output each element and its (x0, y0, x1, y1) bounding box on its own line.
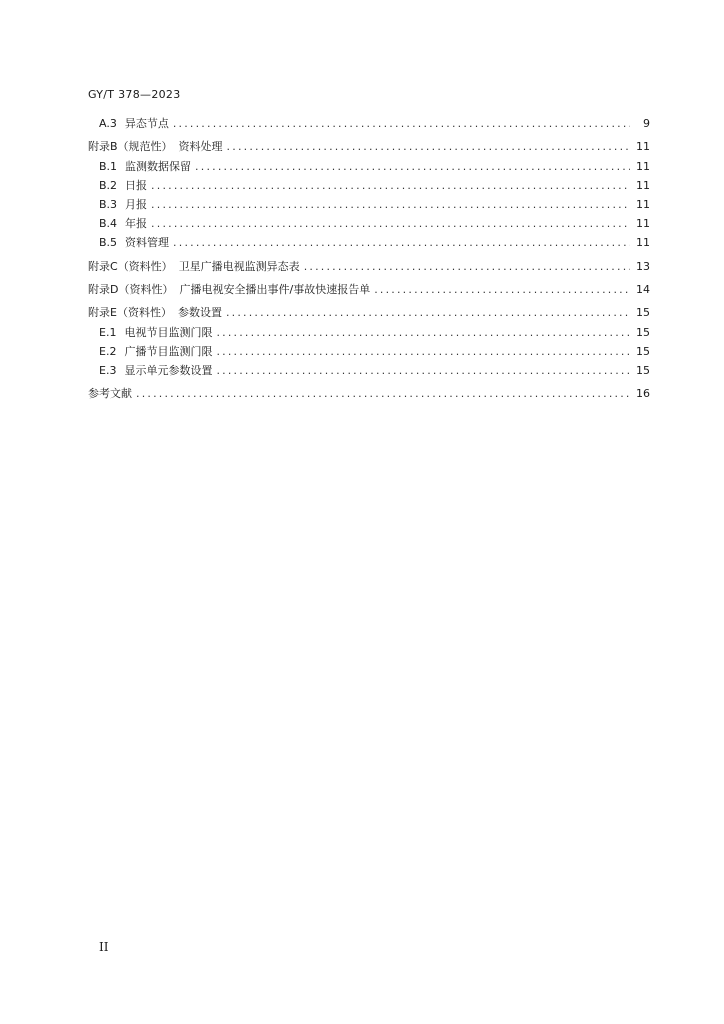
toc-leader-dots (216, 345, 630, 359)
toc-entry-number: 附录D (88, 283, 119, 296)
toc-leader-dots (304, 260, 630, 274)
toc-entry-appendix-d[interactable] (88, 283, 650, 297)
toc-entry-a3[interactable] (88, 117, 650, 131)
toc-entry-page: 15 (636, 345, 650, 358)
toc-entry-page: 15 (636, 364, 650, 377)
toc-leader-dots (216, 364, 630, 378)
toc-entry-qualifier: （资料性） (116, 306, 172, 319)
toc-entry-qualifier: （资料性） (118, 283, 174, 296)
toc-entry-number: B.1 (99, 160, 118, 173)
toc-leader-dots (151, 179, 630, 193)
toc-entry-number: B.3 (99, 198, 118, 211)
toc-leader-dots (173, 236, 630, 250)
toc-entry-title: 资料管理 (125, 236, 170, 249)
toc-entry-b2[interactable] (88, 179, 650, 193)
toc-entry-page: 14 (636, 283, 650, 296)
toc-entry-number: 附录C (88, 260, 118, 273)
toc-entry-title: 月报 (125, 198, 148, 211)
toc-entry-b5[interactable] (88, 236, 650, 250)
toc-entry-title: 电视节目监测门限 (124, 326, 213, 339)
toc-entry-b3[interactable] (88, 198, 650, 212)
toc-entry-qualifier: （规范性） (117, 140, 173, 153)
toc-entry-number: E.3 (99, 364, 117, 377)
toc-entry-title: 异态节点 (124, 117, 169, 130)
toc-leader-dots (227, 140, 630, 154)
toc-entry-title: 监测数据保留 (125, 160, 192, 173)
toc-leader-dots (195, 160, 630, 174)
toc-entry-appendix-e[interactable] (88, 306, 650, 320)
toc-entry-title: 日报 (125, 179, 148, 192)
toc-entry-number: B.4 (99, 217, 118, 230)
toc-entry-e1[interactable] (88, 326, 650, 340)
toc-entry-page: 11 (636, 217, 650, 230)
toc-entry-page: 11 (636, 198, 650, 211)
toc-leader-dots (374, 283, 630, 297)
toc-entry-title: 参数设置 (177, 306, 222, 319)
toc-leader-dots (151, 217, 630, 231)
toc-leader-dots (136, 387, 630, 401)
toc-entry-title: 年报 (125, 217, 148, 230)
toc-entry-number: B.5 (99, 236, 118, 249)
page-number: II (99, 940, 109, 954)
toc-entry-number: A.3 (99, 117, 117, 130)
toc-entry-page: 11 (636, 160, 650, 173)
toc-entry-number: 附录E (88, 306, 117, 319)
toc-entry-page: 15 (636, 306, 650, 319)
toc-entry-title: 参考文献 (88, 387, 132, 400)
toc-entry-page: 13 (636, 260, 650, 273)
toc-entry-bibliography[interactable] (88, 387, 650, 401)
toc-entry-page: 11 (636, 140, 650, 153)
toc-entry-e2[interactable] (88, 345, 650, 359)
toc-entry-page: 11 (636, 179, 650, 192)
table-of-contents (88, 117, 650, 401)
toc-entry-qualifier: （资料性） (117, 260, 173, 273)
toc-entry-page: 16 (636, 387, 650, 400)
toc-entry-title: 显示单元参数设置 (124, 364, 213, 377)
toc-entry-title: 广播节目监测门限 (124, 345, 213, 358)
toc-entry-page: 11 (636, 236, 650, 249)
toc-entry-title: 资料处理 (178, 140, 223, 153)
toc-entry-page: 15 (636, 326, 650, 339)
toc-entry-title: 广播电视安全播出事件/事故快速报告单 (179, 283, 371, 296)
toc-entry-title: 卫星广播电视监测异态表 (178, 260, 300, 273)
toc-leader-dots (173, 117, 630, 131)
toc-leader-dots (216, 326, 630, 340)
standard-code: GY/T 378—2023 (88, 88, 181, 101)
toc-entry-page: 9 (643, 117, 650, 130)
toc-leader-dots (151, 198, 630, 212)
toc-entry-number: B.2 (99, 179, 118, 192)
toc-entry-number: E.2 (99, 345, 117, 358)
toc-entry-appendix-c[interactable] (88, 260, 650, 274)
toc-entry-number: 附录B (88, 140, 118, 153)
toc-entry-b4[interactable] (88, 217, 650, 231)
toc-entry-appendix-b[interactable] (88, 140, 650, 154)
toc-entry-b1[interactable] (88, 160, 650, 174)
toc-entry-e3[interactable] (88, 364, 650, 378)
toc-leader-dots (226, 306, 630, 320)
toc-entry-number: E.1 (99, 326, 117, 339)
